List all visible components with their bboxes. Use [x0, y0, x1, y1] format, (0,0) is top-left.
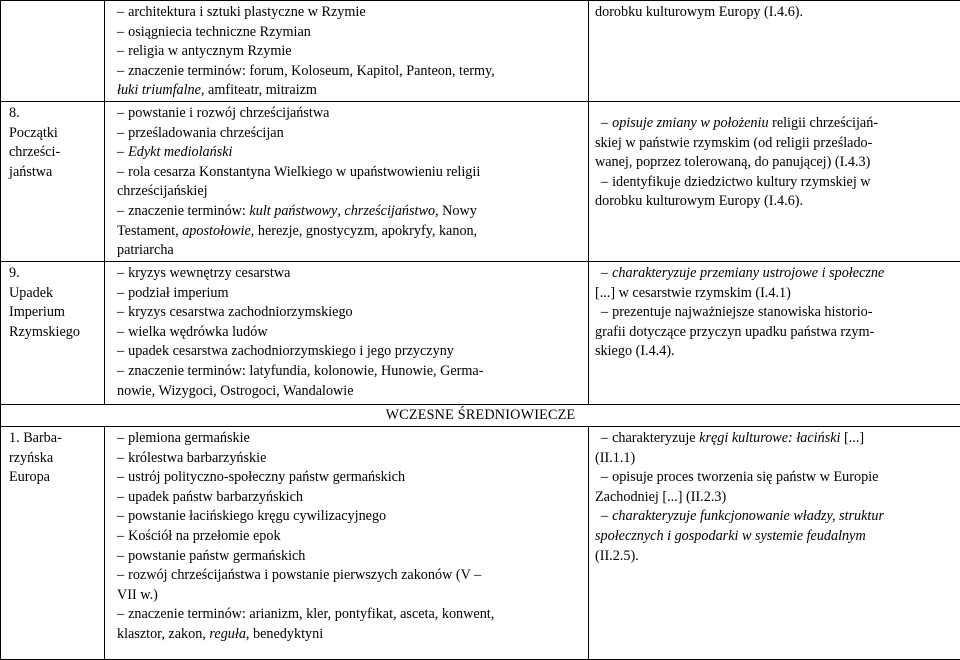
- list-item: – rozwój chrześcijaństwa i powstanie pierwszych zakonów (V –: [111, 566, 584, 586]
- table-row: [1, 101, 960, 261]
- list-item-continuation: Testament, apostołowie, herezje, gnostycyzm, apokryfy, kanon,: [111, 222, 584, 242]
- list-item: – prześladowania chrześcijan: [111, 124, 584, 144]
- list-item: – powstanie i rozwój chrześcijaństwa: [111, 104, 584, 124]
- list-item: – znaczenie terminów: arianizm, kler, pontyfikat, asceta, konwent,: [111, 605, 584, 625]
- requirement-continuation: grafii dotyczące przyczyn upadku państwa rzym-: [595, 323, 956, 343]
- requirement-continuation: dorobku kulturowym Europy (I.4.6).: [595, 192, 956, 212]
- requirement-continuation: skiej w państwie rzymskim (od religii prześlado-: [595, 134, 956, 154]
- requirement-item: – opisuje zmiany w położeniu religii chrześcijań-: [595, 114, 956, 134]
- requirement-item: – charakteryzuje funkcjonowanie władzy, struktur: [595, 507, 956, 527]
- list-item: – osiągniecia techniczne Rzymian: [111, 23, 584, 43]
- section-title-line: Rzymskiego: [9, 323, 100, 343]
- table-row: [1, 426, 960, 659]
- topics-cell: [105, 101, 589, 261]
- section-cell: [1, 261, 105, 404]
- section-title-line: Początki: [9, 124, 100, 144]
- list-item-continuation: klasztor, zakon, reguła, benedyktyni: [111, 625, 584, 645]
- list-item: – ustrój polityczno-społeczny państw germańskich: [111, 468, 584, 488]
- list-item-continuation: łuki triumfalne, amfiteatr, mitraizm: [111, 81, 584, 101]
- list-item: – religia w antycznym Rzymie: [111, 42, 584, 62]
- list-item: – plemiona germańskie: [111, 429, 584, 449]
- requirements-cell: [589, 101, 960, 261]
- list-item: – wielka wędrówka ludów: [111, 323, 584, 343]
- list-item: – architektura i sztuki plastyczne w Rzymie: [111, 3, 584, 23]
- section-title-line: 1. Barba-: [9, 429, 100, 449]
- list-item-continuation: chrześcijańskiej: [111, 182, 584, 202]
- list-item: – upadek cesarstwa zachodniorzymskiego i jego przyczyny: [111, 342, 584, 362]
- list-item: – podział imperium: [111, 284, 584, 304]
- list-item: – królestwa barbarzyńskie: [111, 449, 584, 469]
- requirement-continuation: wanej, poprzez tolerowaną, do panującej) (I.4.3): [595, 153, 956, 173]
- section-number: 9.: [9, 264, 100, 284]
- table-row: [1, 404, 960, 426]
- section-title-line: Imperium: [9, 303, 100, 323]
- list-item-continuation: nowie, Wizygoci, Ostrogoci, Wandalowie: [111, 382, 584, 402]
- list-item: – powstanie państw germańskich: [111, 547, 584, 567]
- topics-cell: [105, 261, 589, 404]
- list-item: – kryzys cesarstwa zachodniorzymskiego: [111, 303, 584, 323]
- requirement-text: dorobku kulturowym Europy (I.4.6).: [595, 3, 956, 23]
- period-heading: WCZESNE ŚREDNIOWIECZE: [1, 404, 960, 426]
- section-title-line: Upadek: [9, 284, 100, 304]
- section-title-line: rzyńska: [9, 449, 100, 469]
- list-item: – rola cesarza Konstantyna Wielkiego w upaństwowieniu religii: [111, 163, 584, 183]
- section-cell: [1, 1, 105, 102]
- list-item: – znaczenie terminów: forum, Koloseum, Kapitol, Panteon, termy,: [111, 62, 584, 82]
- requirement-continuation: (II.1.1): [595, 449, 956, 469]
- requirement-continuation: Zachodniej [...] (II.2.3): [595, 488, 956, 508]
- section-cell: [1, 101, 105, 261]
- list-item: – znaczenie terminów: latyfundia, kolonowie, Hunowie, Germa-: [111, 362, 584, 382]
- requirement-item: – charakteryzuje kręgi kulturowe: łaciński [...]: [595, 429, 956, 449]
- section-number: 8.: [9, 104, 100, 124]
- list-item-continuation: patriarcha: [111, 241, 584, 261]
- section-title-line: jaństwa: [9, 163, 100, 183]
- list-item: – upadek państw barbarzyńskich: [111, 488, 584, 508]
- requirement-item: – charakteryzuje przemiany ustrojowe i społeczne: [595, 264, 956, 284]
- requirement-item: – identyfikuje dziedzictwo kultury rzymskiej w: [595, 173, 956, 193]
- requirements-cell: [589, 426, 960, 659]
- requirement-item: – opisuje proces tworzenia się państw w Europie: [595, 468, 956, 488]
- requirement-continuation: społecznych i gospodarki w systemie feudalnym: [595, 527, 956, 547]
- list-item-continuation: VII w.): [111, 586, 584, 606]
- list-item: – powstanie łacińskiego kręgu cywilizacyjnego: [111, 507, 584, 527]
- topics-cell: [105, 1, 589, 102]
- requirement-continuation: [...] w cesarstwie rzymskim (I.4.1): [595, 284, 956, 304]
- section-cell: [1, 426, 105, 659]
- table-row: [1, 261, 960, 404]
- requirement-item: – prezentuje najważniejsze stanowiska historio-: [595, 303, 956, 323]
- list-item: – znaczenie terminów: kult państwowy, chrześcijaństwo, Nowy: [111, 202, 584, 222]
- topics-cell: [105, 426, 589, 659]
- section-title-line: chrześci-: [9, 143, 100, 163]
- requirement-continuation: (II.2.5).: [595, 547, 956, 567]
- list-item: – Kościół na przełomie epok: [111, 527, 584, 547]
- list-item: – Edykt mediolański: [111, 143, 584, 163]
- requirement-continuation: skiego (I.4.4).: [595, 342, 956, 362]
- requirements-cell: [589, 1, 960, 102]
- list-item: – kryzys wewnętrzy cesarstwa: [111, 264, 584, 284]
- section-title-line: Europa: [9, 468, 100, 488]
- table-row: [1, 1, 960, 102]
- requirements-cell: [589, 261, 960, 404]
